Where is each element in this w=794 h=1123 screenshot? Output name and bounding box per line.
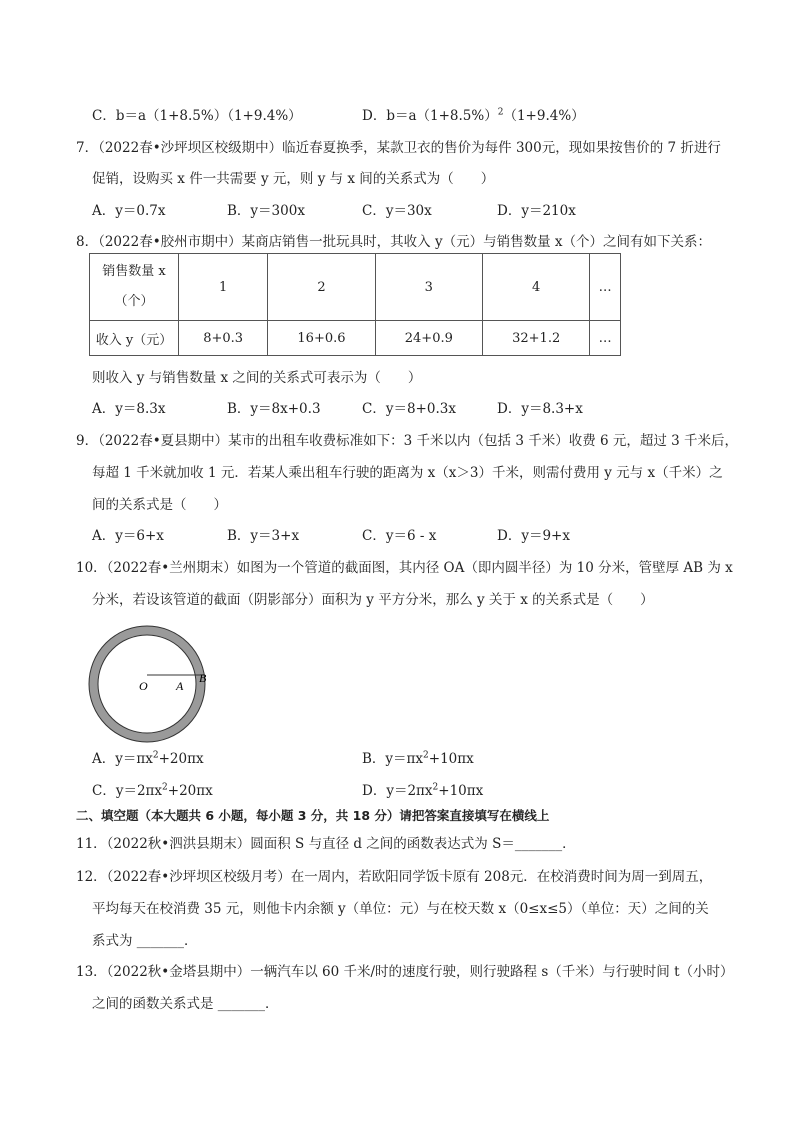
q10-option-c [92,779,213,799]
q8-table-header-label [90,254,179,321]
q8-table-cell: 24+0.9 [375,321,482,356]
q12-stem-line2: 平均每天在校消费 35 元，则他卡内余额 y（单位：元）与在校天数 x（0≤x≤5）（单位：天）之间的关 [92,901,709,917]
q9-option-d: D．y＝9+x [497,528,570,544]
q7-option-d: D．y＝210x [497,203,576,219]
q10-option-d-pre: D．y＝2πx [362,783,433,799]
q10-option-c-exp: 2 [162,782,168,793]
q9-stem-line3: 间的关系式是（ ） [92,497,227,513]
q12-stem-line3: 系式为 _______． [92,933,198,949]
q10-pipe-figure [84,622,224,748]
q8-table-header-row [90,254,621,321]
q7-stem-line1: 7．（2022春•沙坪坝区校级期中）临近春夏换季，某款卫衣的售价为每件 300元，现如果按售价的 7 折进行 [76,140,721,156]
q7-stem-line2: 促销，设购买 x 件一共需要 y 元，则 y 与 x 间的关系式为（ ） [92,171,495,187]
q7-option-b: B．y＝300x [227,203,305,219]
q10-option-c-pre: C．y＝2πx [92,783,163,799]
q10-option-b-pre: B．y＝πx [362,751,424,767]
q8-table-cell: 32+1.2 [483,321,590,356]
q11-stem-line1: 11．（2022秋•泗洪县期末）圆面积 S 与直径 d 之间的函数表达式为 S＝_______． [76,836,576,852]
q9-stem-line1: 9．（2022春•夏县期中）某市的出租车收费标准如下：3 千米以内（包括 3 千米）收费 6 元，超过 3 千米后， [76,433,739,449]
q8-table-header-label-line1: 销售数量 x [102,264,166,279]
q8-table-header-cell: 1 [179,254,268,321]
q6-option-d-exponent: 2 [497,107,504,118]
q8-table-header-cell: 2 [268,254,375,321]
q10-option-b-exp: 2 [423,750,429,761]
q7-option-a: A．y＝0.7x [92,203,166,219]
q10-option-b-post: +10πx [428,751,474,767]
q8-table-header-cell: 3 [375,254,482,321]
section-fill-in-title: 二、填空题（本大题共 6 小题，每小题 3 分，共 18 分）请把答案直接填写在横线上 [76,808,550,823]
q10-option-a-post: +20πx [158,751,204,767]
q10-label-o: O [139,679,148,693]
q10-option-a-pre: A．y＝πx [92,751,153,767]
q6-option-d-prefix: D．b＝a（1+8.5%） [362,108,498,124]
q10-option-c-post: +20πx [167,783,213,799]
q9-option-c: C．y＝6 - x [362,528,437,544]
q8-option-b: B．y＝8x+0.3 [227,401,321,417]
q10-option-b [362,747,474,767]
q6-option-c: C．b＝a（1+8.5%）（1+9.4%） [92,108,302,124]
q7-option-c: C．y＝30x [362,203,432,219]
q10-label-a: A [176,679,184,693]
q8-table-row-label: 收入 y（元） [90,321,179,356]
q8-stem-line1: 8．（2022春•胶州市期中）某商店销售一批玩具时，其收入 y（元）与销售数量 x（个）之间有如下关系： [76,234,711,250]
q13-stem-line2: 之间的函数关系式是 _______． [92,996,279,1012]
q8-stem-line2: 则收入 y 与销售数量 x 之间的关系式可表示为（ ） [92,370,422,386]
q6-option-d-suffix: （1+9.4%） [503,108,585,124]
q9-stem-line2: 每超 1 千米就加收 1 元．若某人乘出租车行驶的距离为 x（x＞3）千米，则需付费用 y 元与 x（千米）之 [92,465,723,481]
q8-option-a: A．y＝8.3x [92,401,166,417]
q8-table-header-cell: 4 [483,254,590,321]
q10-stem-line2: 分米，若设该管道的截面（阴影部分）面积为 y 平方分米，那么 y 关于 x 的关系式是（ ） [92,592,654,608]
q8-table-data-row [90,321,621,356]
q8-table-header-label-line2: （个） [114,294,154,309]
q8-table [89,253,621,356]
q10-option-a-exp: 2 [152,750,159,761]
q10-option-d [362,779,483,799]
q9-option-a: A．y＝6+x [92,528,164,544]
q8-option-c: C．y＝8+0.3x [362,401,456,417]
q6-option-d [362,104,585,124]
q13-stem-line1: 13．（2022秋•金塔县期中）一辆汽车以 60 千米/时的速度行驶，则行驶路程 s（千米）与行驶时间 t（小时） [76,964,734,980]
q10-option-d-exp: 2 [432,782,439,793]
q12-stem-line1: 12．（2022春•沙坪坝区校级月考）在一周内，若欧阳同学饭卡原有 208元．在校消费时间为周一到周五， [76,869,713,885]
q10-label-b: B [199,671,207,685]
q8-table-cell: 8+0.3 [179,321,268,356]
q9-option-b: B．y＝3+x [227,528,300,544]
q8-table-header-cell: … [590,254,621,321]
q8-table-cell: … [590,321,621,356]
q10-stem-line1: 10．（2022春•兰州期末）如图为一个管道的截面图，其内径 OA（即内圆半径）为 10 分米，管壁厚 AB 为 x [76,560,733,576]
q8-table-cell: 16+0.6 [268,321,375,356]
q10-option-a [92,747,204,767]
q10-option-d-post: +10πx [438,783,484,799]
q8-option-d: D．y＝8.3+x [497,401,583,417]
